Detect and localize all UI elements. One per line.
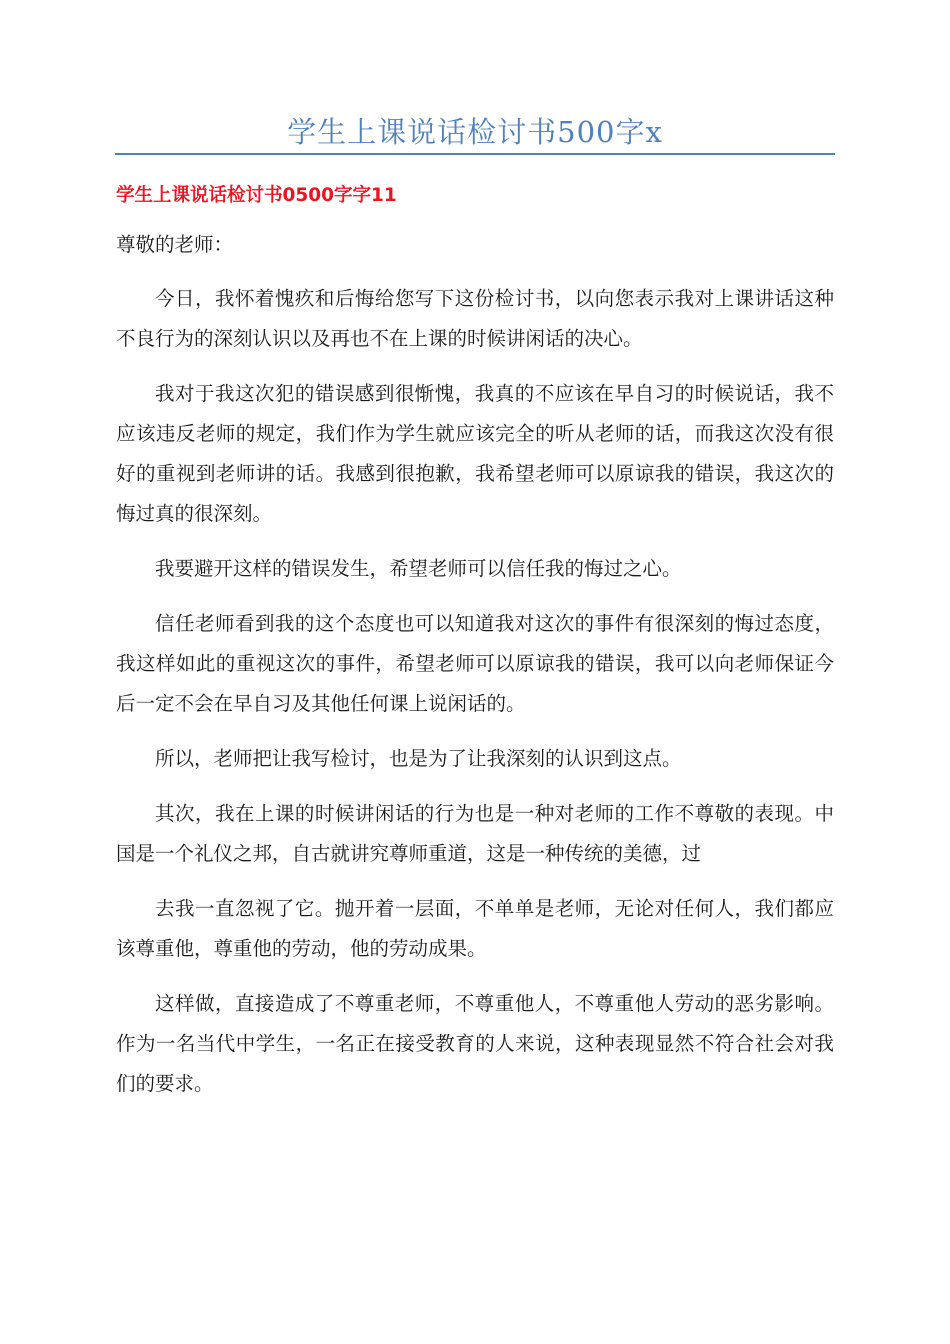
section-heading: 学生上课说话检讨书0500字字11 xyxy=(116,185,397,206)
salutation: 尊敬的老师： xyxy=(116,233,234,256)
paragraph-5: 所以，老师把让我写检讨，也是为了让我深刻的认识到这点。 xyxy=(155,747,682,770)
title-underline xyxy=(115,153,835,155)
paragraph-7: 去我一直忽视了它。抛开着一层面，不单单是老师，无论对任何人，我们都应该尊重他，尊重他的劳动，他的劳动成果。 xyxy=(116,897,834,960)
document-title: 学生上课说话检讨书500字x xyxy=(287,115,663,149)
paragraph-3: 我要避开这样的错误发生，希望老师可以信任我的悔过之心。 xyxy=(155,557,682,580)
paragraph-8: 这样做，直接造成了不尊重老师，不尊重他人，不尊重他人劳动的恶劣影响。作为一名当代中学生，一名正在接受教育的人来说，这种表现显然不符合社会对我们的要求。 xyxy=(116,992,834,1095)
paragraph-6: 其次，我在上课的时候讲闲话的行为也是一种对老师的工作不尊敬的表现。中国是一个礼仪之邦，自古就讲究尊师重道，这是一种传统的美德，过 xyxy=(116,802,834,865)
paragraph-4: 信任老师看到我的这个态度也可以知道我对这次的事件有很深刻的悔过态度，我这样如此的重视这次的事件，希望老师可以原谅我的错误，我可以向老师保证今后一定不会在早自习及其他任何课上说闲话的。 xyxy=(116,612,834,715)
paragraph-1: 今日，我怀着愧疚和后悔给您写下这份检讨书，以向您表示我对上课讲话这种不良行为的深刻认识以及再也不在上课的时候讲闲话的决心。 xyxy=(116,287,834,350)
document-body xyxy=(116,225,834,1119)
paragraph-2: 我对于我这次犯的错误感到很惭愧，我真的不应该在早自习的时候说话，我不应该违反老师的规定，我们作为学生就应该完全的听从老师的话，而我这次没有很好的重视到老师讲的话。我感到很抱歉，我希望老师可以原谅我的错误，我这次的悔过真的很深刻。 xyxy=(116,382,834,525)
